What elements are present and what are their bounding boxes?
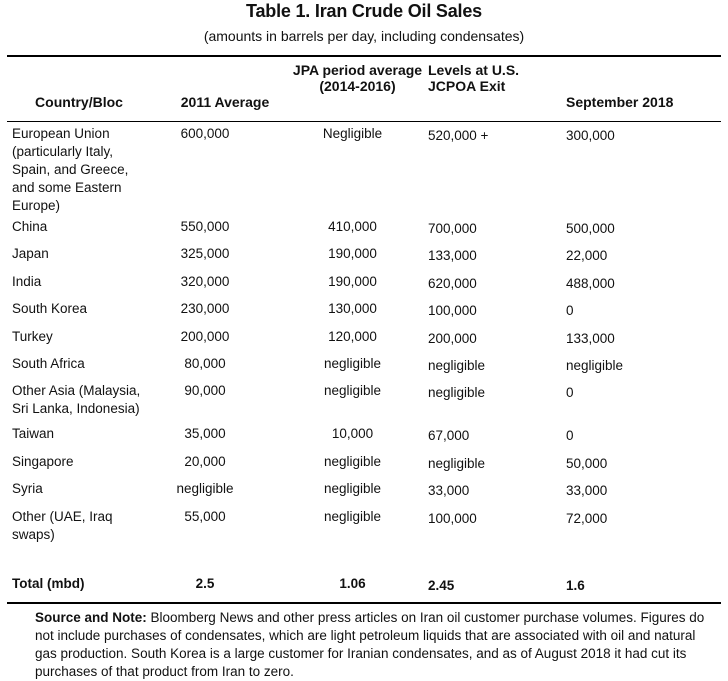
total-jpa-average: 1.06 [339,576,366,591]
row-september-2018: 500,000 [566,221,615,236]
table-subtitle: (amounts in barrels per day, including condensates) [203,28,525,44]
row-september-2018: 0 [566,428,574,443]
total-2011-average: 2.5 [195,576,215,591]
row-jpa-average: negligible [323,454,382,469]
row-september-2018: 488,000 [566,276,615,291]
row-jcpoa-exit: 133,000 [428,248,477,263]
row-september-2018: 133,000 [566,331,615,346]
row-september-2018: 0 [566,303,574,318]
total-september-2018: 1.6 [566,578,585,593]
row-jcpoa-exit: 100,000 [428,303,477,318]
row-country: South Africa [12,356,85,371]
row-jcpoa-exit: 100,000 [428,511,477,526]
total-label: Total (mbd) [12,576,85,591]
row-country: Singapore [12,454,74,469]
row-jpa-average: 190,000 [328,246,377,261]
row-jpa-average: negligible [323,481,382,496]
row-jpa-average: 120,000 [328,329,377,344]
row-country: Turkey [12,329,53,344]
row-country: Other Asia (Malaysia, Sri Lanka, Indonesia) [12,383,141,416]
row-september-2018: 33,000 [566,483,608,498]
row-september-2018: 300,000 [566,128,615,143]
row-2011-average: 320,000 [180,274,230,289]
row-2011-average: 200,000 [180,329,230,344]
source-note [35,609,715,681]
row-2011-average: 55,000 [184,509,226,524]
row-jpa-average: negligible [323,383,382,398]
row-jcpoa-exit: 620,000 [428,276,477,291]
row-september-2018: 0 [566,385,574,400]
row-september-2018: negligible [566,358,624,373]
row-2011-average: 325,000 [180,246,230,261]
row-jcpoa-exit: 700,000 [428,221,477,236]
row-jcpoa-exit: 67,000 [428,428,470,443]
table-title: Table 1. Iran Crude Oil Sales [246,1,482,21]
row-jpa-average: 10,000 [331,426,374,441]
row-jcpoa-exit: negligible [428,358,486,373]
row-country: Japan [12,246,49,261]
row-country: South Korea [12,301,88,316]
row-september-2018: 72,000 [566,511,608,526]
row-jpa-average: 190,000 [328,274,377,289]
row-country: China [12,219,48,234]
header-2011-average: 2011 Average [180,94,270,110]
row-2011-average: 600,000 [180,126,230,141]
source-note-text: Bloomberg News and other press articles on Iran oil customer purchase volumes. Figures do not include purchases of condensates, which are light petroleum liquids that are associated with oil and natural gas production. South Korea is a large customer for Iranian condensates, and as of August 2018 it had cut its purchases of that product from Iran to zero. [35,610,705,679]
row-september-2018: 50,000 [566,456,608,471]
row-jcpoa-exit: negligible [428,385,486,400]
row-jpa-average: Negligible [322,126,383,141]
row-country: Other (UAE, Iraq swaps) [12,509,113,542]
row-country: Taiwan [12,426,55,441]
header-jcpoa-exit: Levels at U.S. JCPOA Exit [428,62,520,94]
row-jcpoa-exit: 520,000 + [428,128,489,143]
row-jcpoa-exit: 200,000 [428,331,477,346]
row-2011-average: 90,000 [184,383,226,398]
row-jcpoa-exit: 33,000 [428,483,470,498]
row-jpa-average: negligible [323,509,382,524]
row-jpa-average: negligible [323,356,382,371]
row-jcpoa-exit: negligible [428,456,486,471]
row-2011-average: 35,000 [184,426,226,441]
row-september-2018: 22,000 [566,248,608,263]
row-country: Syria [12,481,43,496]
total-jcpoa-exit: 2.45 [428,578,455,593]
row-2011-average: 80,000 [184,356,226,371]
header-country: Country/Bloc [35,94,123,110]
row-jpa-average: 130,000 [328,301,377,316]
source-note-label: Source and Note: [35,610,147,625]
row-jpa-average: 410,000 [328,219,377,234]
bottom-rule [7,602,721,604]
row-country: European Union (particularly Italy, Spain, and Greece, and some Eastern Europe) [12,126,129,213]
row-country: India [12,274,42,289]
row-2011-average: 550,000 [180,219,230,234]
top-rule [7,55,721,57]
header-september-2018: September 2018 [566,94,674,110]
header-jpa-period-average: JPA period average (2014-2016) [292,62,423,94]
header-rule [7,121,721,122]
row-2011-average: negligible [176,481,234,496]
row-2011-average: 20,000 [184,454,226,469]
row-2011-average: 230,000 [180,301,230,316]
